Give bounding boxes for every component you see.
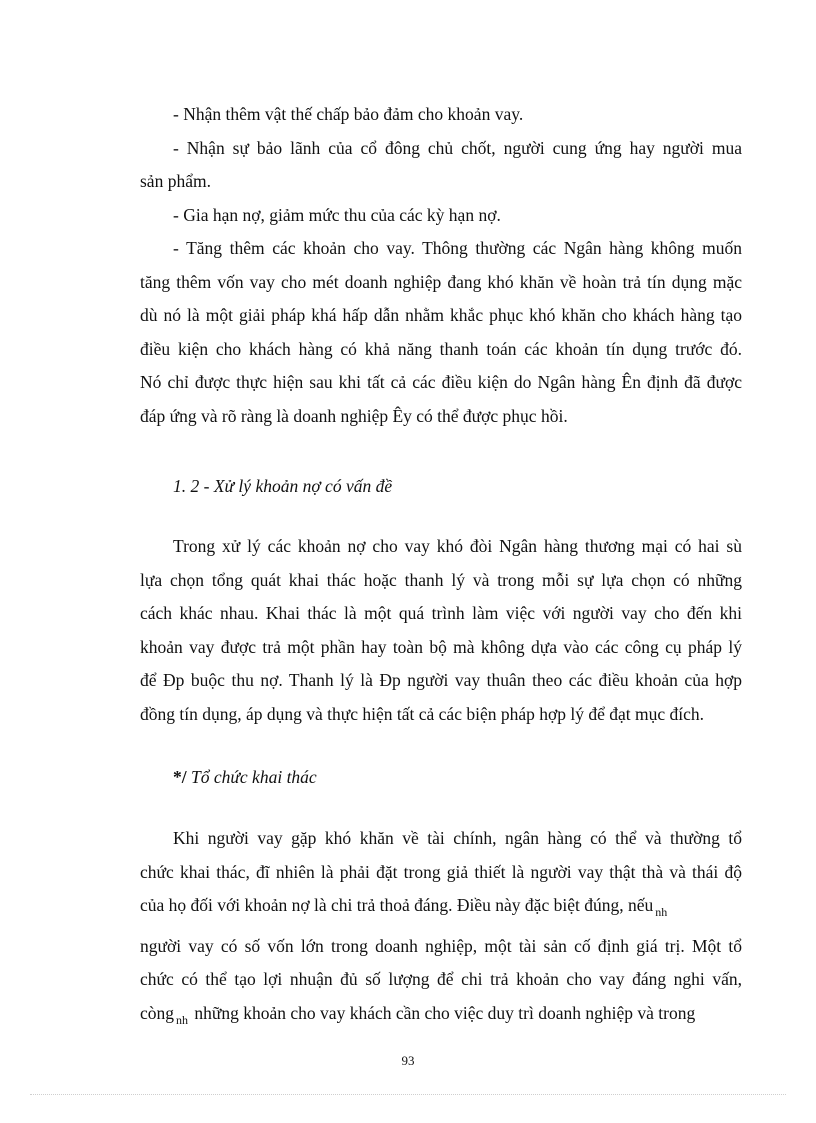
text-line: điều kiện cho khách hàng có khả năng thanh toán các khoản tín dụng trước đó.	[140, 338, 742, 359]
text-line: để Ðp buộc thu nợ. Thanh lý là Ðp người vay thuân theo các điều khoản của hợp	[140, 670, 742, 690]
heading-text: Tổ chức khai thác	[191, 767, 317, 787]
paragraph-exploitation	[140, 822, 742, 1037]
page-number: 93	[401, 1053, 415, 1068]
text-line: chức có thể tạo lợi nhuận đủ số lượng để chi trả khoản cho vay đáng nghi vấn,	[140, 969, 742, 989]
text-line: sản phẩm.	[140, 171, 211, 191]
text-line: Trong xử lý các khoản nợ cho vay khó đòi Ngân hàng thương mại có hai sù	[173, 536, 742, 556]
text-line: lựa chọn tổng quát khai thác hoặc thanh lý và trong mỗi sự lựa chọn có những	[140, 569, 742, 590]
bullet-list-block	[140, 98, 742, 433]
text-line: khoản vay được trả một phần hay toàn bộ mà không dựa vào các công cụ pháp lý	[140, 636, 742, 657]
text-line: Khi người vay gặp khó khăn về tài chính, ngân hàng có thể và thường tổ	[173, 828, 742, 848]
text-line: người vay có số vốn lớn trong doanh nghiệp, một tài sản cố định giá trị. Một tổ	[140, 935, 742, 956]
text-line: chức khai thác, đĩ nhiên là phải đặt trong giả thiết là người vay thật thà và thái độ	[140, 861, 742, 882]
text-line: - Gia hạn nợ, giảm mức thu của các kỳ hạn nợ.	[173, 204, 501, 225]
text-line: - Nhận sự bảo lãnh của cổ đông chủ chốt, người cung ứng hay người mua	[173, 137, 742, 158]
line-text: còng	[140, 1002, 175, 1023]
text-line	[140, 997, 742, 1038]
text-line: tăng thêm vốn vay cho mét doanh nghiệp đang khó khăn về hoàn trả tín dụng mặc	[140, 271, 742, 292]
paragraph-handling	[140, 530, 742, 731]
footer-divider	[30, 1094, 786, 1095]
text-line: - Nhận thêm vật thế chấp bảo đảm cho khoản vay.	[173, 104, 524, 124]
text-line: - Tăng thêm các khoản cho vay. Thông thường các Ngân hàng không muốn	[173, 238, 742, 258]
subscript-text: nh	[176, 1012, 189, 1027]
text-line: đáp ứng và rõ ràng là doanh nghiệp Êy có thể được phục hồi.	[140, 405, 568, 426]
text-line: Nó chỉ được thực hiện sau khi tất cả các điều kiện do Ngân hàng Ên định đã được	[140, 372, 742, 392]
section-heading: 1. 2 - Xử lý khoản nợ có vấn đề	[173, 476, 393, 496]
line-text: những khoản cho vay khách cần cho việc duy trì doanh nghiệp và trong	[194, 1002, 696, 1023]
subscript-text: nh	[655, 905, 668, 919]
heading-marker: */	[173, 767, 187, 787]
line-text: của họ đối với khoản nợ là chi trả thoả đáng. Điều này đặc biệt đúng, nếu	[140, 895, 654, 915]
text-line: đồng tín dụng, áp dụng và thực hiện tất cả các biện pháp hợp lý để đạt mục đích.	[140, 703, 704, 724]
text-line	[140, 889, 742, 930]
text-line: dù nó là một giải pháp khá hấp dẫn nhằm khắc phục khó khăn cho khách hàng tạo	[140, 305, 742, 325]
subsection-heading	[173, 765, 317, 789]
text-line: cách khác nhau. Khai thác là một quá trình làm việc với người vay cho đến khi	[140, 603, 742, 623]
